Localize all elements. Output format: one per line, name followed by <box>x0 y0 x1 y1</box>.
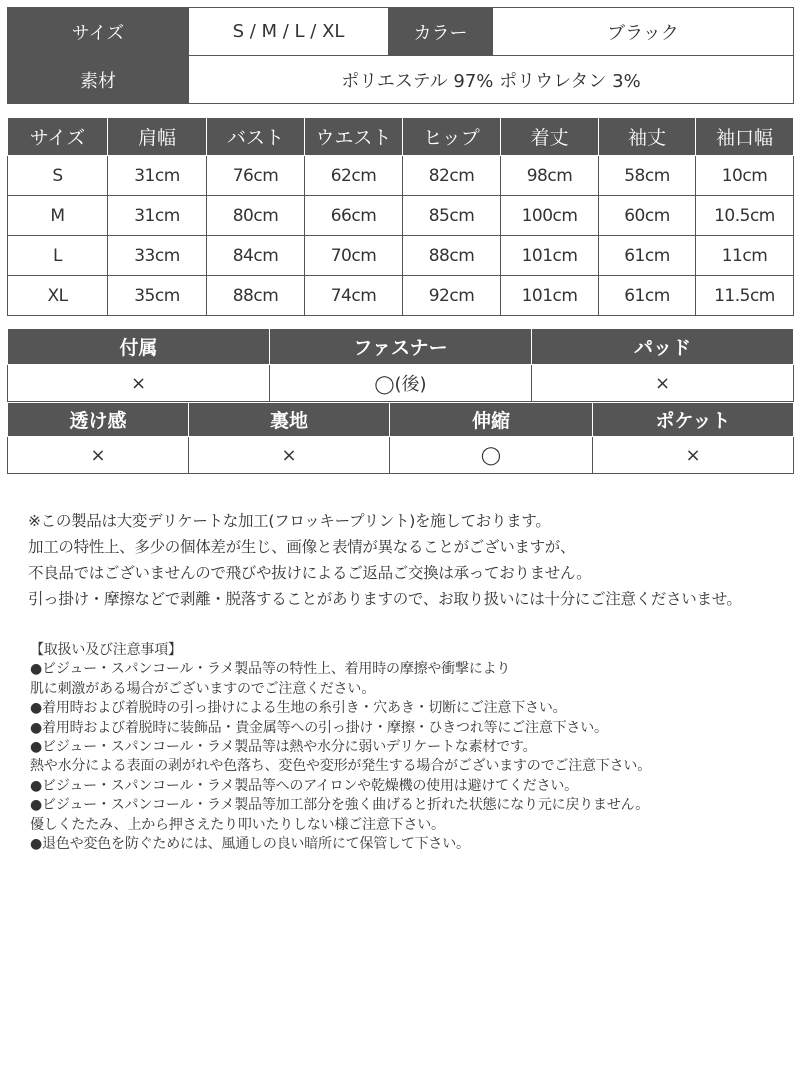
table-cell: 33cm <box>108 236 207 276</box>
header-cell: 伸縮 <box>390 403 593 437</box>
header-cell: ポケット <box>593 403 794 437</box>
table-cell: 70cm <box>305 236 403 276</box>
header-cell: ファスナー <box>270 329 532 365</box>
table-cell: 85cm <box>403 196 501 236</box>
table-cell: × <box>8 437 189 474</box>
features-table-2 <box>7 402 794 474</box>
notice-line: 加工の特性上、多少の個体差が生じ、画像と表情が異なることがございますが、 <box>28 538 576 556</box>
table-cell: 31cm <box>108 156 207 196</box>
material-value: ポリエステル 97% ポリウレタン 3% <box>189 56 794 104</box>
care-line: 優しくたたみ、上から押さえたり叩いたりしない様ご注意下さい。 <box>30 816 445 833</box>
table-cell: 62cm <box>305 156 403 196</box>
size-table <box>7 117 794 316</box>
table-cell: 11.5cm <box>696 276 794 316</box>
table-cell: 66cm <box>305 196 403 236</box>
table-cell: 101cm <box>501 276 599 316</box>
header-cell: ウエスト <box>305 118 403 156</box>
spec-table <box>7 7 794 104</box>
table-cell: S <box>8 156 108 196</box>
care-line: ●ビジュー・スパンコール・ラメ製品等加工部分を強く曲げると折れた状態になり元に戻りません。 <box>30 797 650 814</box>
care-instructions <box>30 641 795 854</box>
table-cell: 60cm <box>599 196 696 236</box>
table-cell: XL <box>8 276 108 316</box>
table-cell: ◯(後) <box>270 365 532 402</box>
table-cell: 100cm <box>501 196 599 236</box>
table-cell: 84cm <box>207 236 305 276</box>
table-row <box>8 156 794 196</box>
size-value: S / M / L / XL <box>189 8 389 56</box>
care-line: 肌に刺激がある場合がございますのでご注意ください。 <box>30 680 375 697</box>
notice-line: 引っ掛け・摩擦などで剥離・脱落することがありますので、お取り扱いには十分にご注意くださいませ。 <box>28 590 742 608</box>
notice-line: 不良品ではございませんので飛びや抜けによるご返品ご交換は承っておりません。 <box>28 564 592 582</box>
table-cell: 10.5cm <box>696 196 794 236</box>
table-cell: 80cm <box>207 196 305 236</box>
color-value: ブラック <box>493 8 794 56</box>
color-label: カラー <box>389 8 493 56</box>
table-cell: ◯ <box>390 437 593 474</box>
table-cell: 58cm <box>599 156 696 196</box>
table-cell: × <box>8 365 270 402</box>
table-cell: 74cm <box>305 276 403 316</box>
table-row <box>8 196 794 236</box>
header-cell: バスト <box>207 118 305 156</box>
notice-line: ※この製品は大変デリケートな加工(フロッキープリント)を施しております。 <box>28 512 551 530</box>
print-notice <box>28 508 798 612</box>
care-line: ●退色や変色を防ぐためには、風通しの良い暗所にて保管して下さい。 <box>30 836 470 853</box>
table-cell: 101cm <box>501 236 599 276</box>
header-cell: 肩幅 <box>108 118 207 156</box>
table-cell: 11cm <box>696 236 794 276</box>
table-cell: 61cm <box>599 276 696 316</box>
care-title: 【取扱い及び注意事項】 <box>30 642 182 658</box>
table-cell: 88cm <box>207 276 305 316</box>
header-cell: 透け感 <box>8 403 189 437</box>
features-header-row <box>8 403 794 437</box>
size-table-header <box>8 118 794 156</box>
table-cell: × <box>189 437 390 474</box>
care-line: 熱や水分による表面の剥がれや色落ち、変色や変形が発生する場合がございますのでご注意下さい。 <box>30 758 651 775</box>
care-line: ●着用時および着脱時に装飾品・貴金属等への引っ掛け・摩擦・ひきつれ等にご注意下さい。 <box>30 719 608 736</box>
header-cell: サイズ <box>8 118 108 156</box>
table-cell: 82cm <box>403 156 501 196</box>
care-line: ●着用時および着脱時の引っ掛けによる生地の糸引き・穴あき・切断にご注意下さい。 <box>30 700 567 717</box>
features-table-1 <box>7 328 794 402</box>
table-cell: 10cm <box>696 156 794 196</box>
table-row <box>8 236 794 276</box>
spec-row-size-color <box>8 8 794 56</box>
header-cell: 付属 <box>8 329 270 365</box>
table-cell: L <box>8 236 108 276</box>
table-cell: 88cm <box>403 236 501 276</box>
table-cell: 61cm <box>599 236 696 276</box>
features-value-row <box>8 437 794 474</box>
table-row <box>8 276 794 316</box>
header-cell: 裏地 <box>189 403 390 437</box>
care-line: ●ビジュー・スパンコール・ラメ製品等の特性上、着用時の摩擦や衝撃により <box>30 661 511 678</box>
header-cell: パッド <box>532 329 794 365</box>
table-cell: 35cm <box>108 276 207 316</box>
table-cell: 31cm <box>108 196 207 236</box>
header-cell: ヒップ <box>403 118 501 156</box>
features-header-row <box>8 329 794 365</box>
table-cell: M <box>8 196 108 236</box>
table-cell: × <box>532 365 794 402</box>
table-cell: 92cm <box>403 276 501 316</box>
header-cell: 袖丈 <box>599 118 696 156</box>
care-line: ●ビジュー・スパンコール・ラメ製品等は熱や水分に弱いデリケートな素材です。 <box>30 739 537 756</box>
care-line: ●ビジュー・スパンコール・ラメ製品等へのアイロンや乾燥機の使用は避けてください。 <box>30 777 578 794</box>
header-cell: 着丈 <box>501 118 599 156</box>
table-cell: × <box>593 437 794 474</box>
header-cell: 袖口幅 <box>696 118 794 156</box>
material-label: 素材 <box>8 56 189 104</box>
size-label: サイズ <box>8 8 189 56</box>
table-cell: 76cm <box>207 156 305 196</box>
spec-row-material <box>8 56 794 104</box>
features-value-row <box>8 365 794 402</box>
table-cell: 98cm <box>501 156 599 196</box>
